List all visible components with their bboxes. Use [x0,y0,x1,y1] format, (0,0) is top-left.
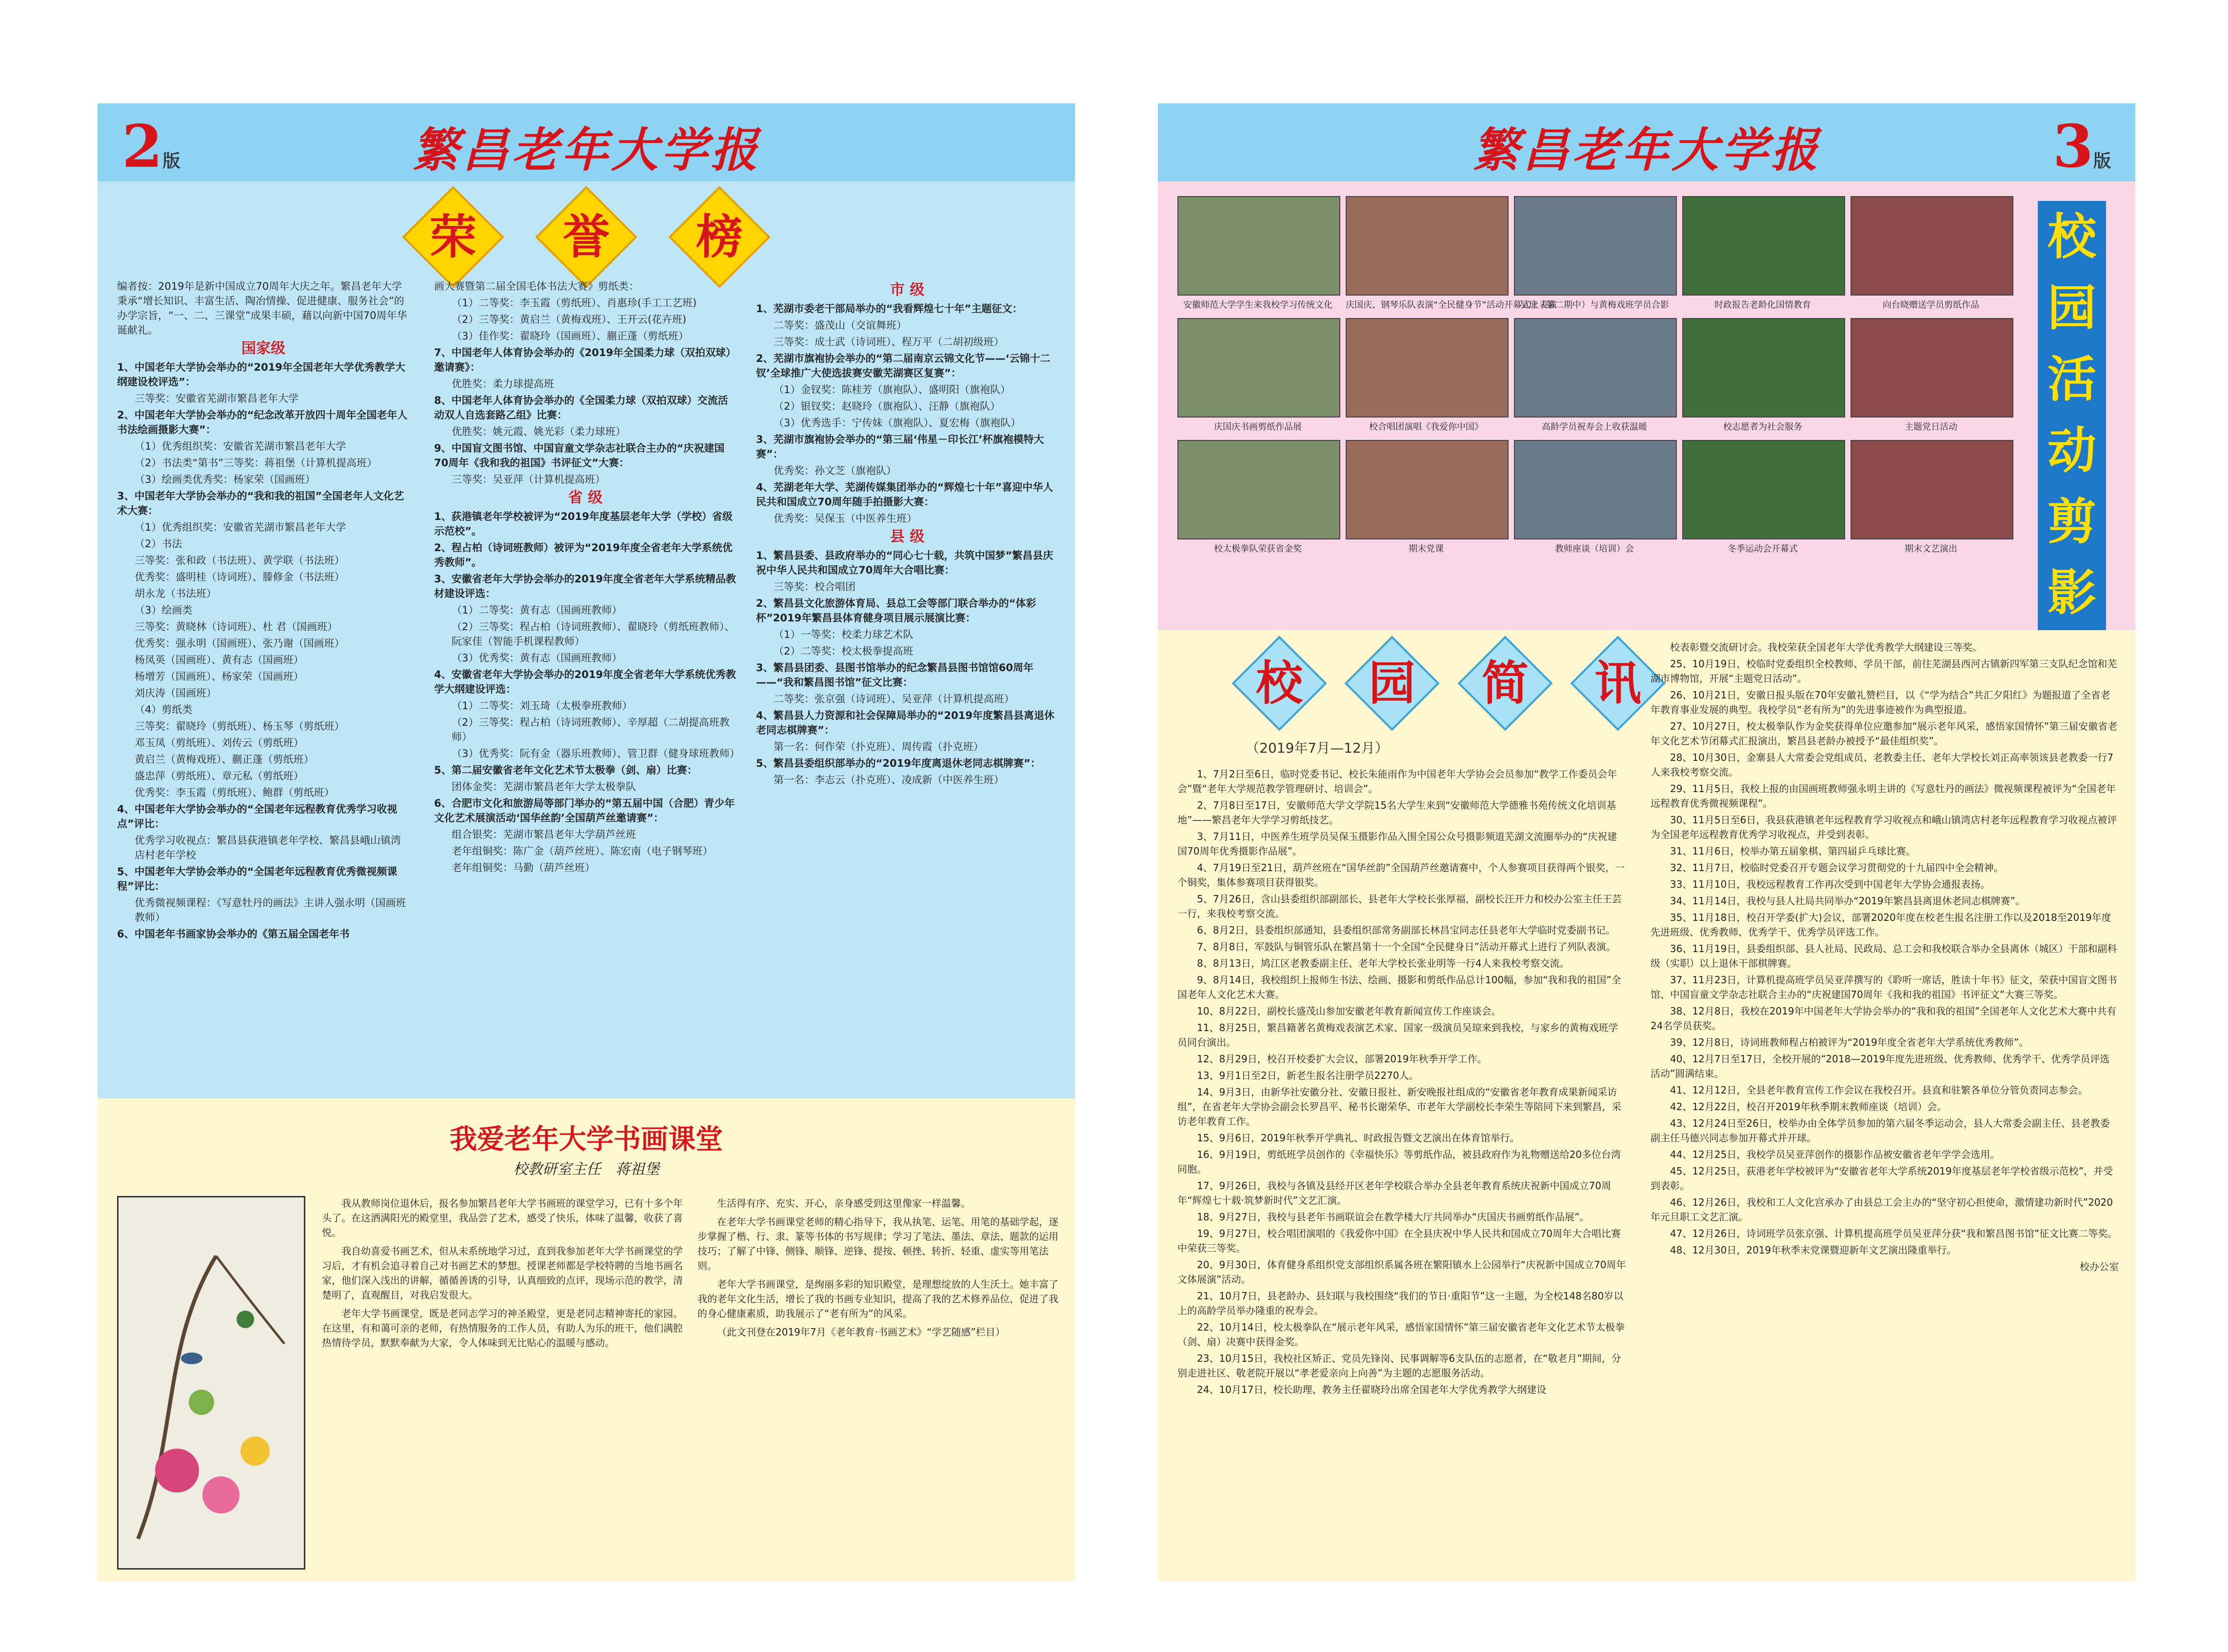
paragraph: 31、11月6日，校举办第五届象棋、第四届乒乓球比赛。 [1670,845,1916,857]
paragraph: （2）三等奖：程占柏（诗词班教师）、辛厚超（二胡提高班教师） [452,717,730,743]
vertical-title-char: 校 [2048,208,2096,265]
photo-item [1850,318,2011,437]
paragraph: 校表彰暨交流研讨会。我校荣获全国老年大学优秀教学大纲建设三等奖。 [1670,641,1982,653]
photo-image [1177,440,1340,539]
paragraph: 优秀学习收视点：繁昌县荻港镇老年学校、繁昌县峨山镇湾店村老年学校 [135,835,401,861]
paragraph: 4、繁昌县人力资源和社会保障局举办的“2019年度繁昌县离退休老同志棋牌赛”： [756,710,1054,736]
paragraph: 28、10月30日，金寨县人大常委会党组成员、老教委主任、老年大学校长刘正高率领该县老教委一行7人来我校考察交流。 [1651,752,2114,778]
paragraph: 第一名：李志云（扑克班）、凌成新（中医养生班） [774,774,1004,786]
paragraph: （1）优秀组织奖：安徽省芜湖市繁昌老年大学 [135,440,346,452]
paragraph: 团体金奖：芜湖市繁昌老年大学太极拳队 [452,781,636,793]
paragraph: 黄启兰（黄梅戏班）、蒯正蓬（剪纸班） [135,754,314,765]
paragraph: 9、中国盲文图书馆、中国盲童文学杂志社联合主办的“庆祝建国70周年《我和我的祖国》书评征文”大赛： [434,442,725,469]
paragraph: 1、荻港镇老年学校被评为“2019年度基层老年大学（学校）省级示范校”。 [434,511,733,537]
paragraph: （3）优秀选手：宁传妹（旗袍队）、夏宏梅（旗袍队） [774,417,1021,429]
photo-item [1177,196,1338,315]
essay-byline: 校教研室主任 蒋祖堡 [513,1161,659,1178]
paragraph: 4、7月19日至21日，葫芦丝班在“国华丝韵”全国葫芦丝邀请赛中，个人参赛项目获得两个银奖，一个铜奖，集体参赛项目获得银奖。 [1177,862,1625,888]
paragraph: 2、芜湖市旗袍协会举办的“第二届南京云锦文化节——‘云锦十二钗’全球推广大使选拔赛安徽芜湖赛区复赛”： [756,353,1051,379]
page-3 [1158,103,2135,1581]
paragraph: 二等奖：盛茂山（交谊舞班） [774,319,907,331]
paragraph: （2）三等奖：程占柏（诗词班教师）、翟晓玲（剪纸班教师）、阮家佳（智能手机课程教师） [452,621,735,647]
paragraph: 三等奖：黄晓林（诗词班）、杜 君（国画班） [135,621,338,633]
paragraph: 4、芜湖老年大学、芜湖传媒集团举办的“辉煌七十年”喜迎中华人民共和国成立70周年随手拍摄影大赛： [756,481,1054,508]
paragraph: 32、11月7日，校临时党委召开专题会议学习贯彻党的十九届四中全会精神。 [1670,862,2004,874]
photo-image [1850,318,2013,418]
paragraph: 24、10月17日，校长助理、教务主任翟晓玲出席全国老年大学优秀教学大纲建设 [1197,1384,1547,1395]
photo-image [1850,196,2013,296]
photo-section-title [2038,201,2106,630]
photo-caption: 校合唱团演唱《我爱你中国》 [1369,422,1483,432]
paragraph: （1）二等奖：黄有志（国画班教师） [452,604,622,616]
section-heading: 市 级 [890,281,925,299]
paragraph: 组合银奖：芜湖市繁昌老年大学葫芦丝班 [452,829,636,840]
photo-item [1682,440,1843,559]
masthead [1158,103,2135,181]
honor-char: 誉 [535,186,637,288]
section-heading: 国家级 [241,340,285,357]
essay-title: 我爱老年大学书画课堂 [450,1123,723,1155]
page-2 [98,103,1075,1581]
paragraph: 17、9月26日，我校与各镇及县经开区老年学校联合举办全县老年教育系统庆祝新中国成立70周年“辉煌七十载·筑梦新时代”文艺汇演。 [1177,1180,1611,1206]
photo-image [1177,318,1340,418]
paragraph: 1、芜湖市委老干部局举办的“我看辉煌七十年”主题征文： [756,303,1023,315]
honor-column-2 [434,279,740,877]
paragraph: 3、中国老年大学协会举办的“我和我的祖国”全国老年人文化艺术大赛： [117,490,404,517]
paragraph: 3、繁昌县团委、县图书馆举办的纪念繁昌县图书馆馆60周年——“我和繁昌图书馆”征文比赛： [756,662,1034,688]
photo-caption: 吴琼（第二期中）与黄梅戏班学员合影 [1520,300,1669,310]
photo-image [1514,318,1677,418]
paragraph: 42、12月22日，校召开2019年秋季期末教师座谈（培训）会。 [1670,1101,1947,1113]
paragraph: 3、7月11日，中医养生班学员吴保玉摄影作品入围全国公众号摄影频道芜湖文流圈举办的“庆祝建国70周年优秀摄影作品展”。 [1177,831,1617,857]
paragraph: 5、中国老年大学协会举办的“全国老年远程教育优秀微视频课程”评比： [117,866,398,892]
paragraph: 三等奖：安徽省芜湖市繁昌老年大学 [135,393,298,404]
photo-caption: 主题党日活动 [1905,422,1957,432]
paragraph: 我从教师岗位退休后，报名参加繁昌老年大学书画班的课堂学习，已有十多个年头了。在这洒满阳光的殿堂里，我品尝了艺术，感受了快乐，体味了温馨，收获了喜悦。 [322,1197,683,1238]
signature: 校办公室 [2080,1261,2119,1273]
edition-number: 2版 [122,112,180,181]
paragraph: 37、11月23日，计算机提高班学员吴亚萍撰写的《聆听一席话，胜读十年书》征文，荣获中国盲文图书馆、中国盲童文学杂志社联合主办的“庆祝建国70周年《我和我的祖国》书评征文”大赛三等奖。 [1651,974,2117,1000]
paragraph: （2）银钗奖：赵晓玲（旗袍队）、汪静（旗袍队） [774,400,1000,412]
photo-caption: 庆国庆书画剪纸作品展 [1214,422,1302,432]
photo-image [1514,440,1677,539]
photo-caption: 安徽师范大学学生来我校学习传统文化 [1183,300,1333,310]
paragraph: 12、8月29日，校召开校委扩大会议，部署2019年秋季开学工作。 [1197,1053,1487,1065]
paragraph: 30、11月5日至6日，我县荻港镇老年远程教育学习收视点和峨山镇湾店村老年远程教育学习收视点被评为全国老年远程教育优秀学习收视点，并受到表彰。 [1651,814,2117,840]
vertical-title-char: 园 [2048,279,2096,337]
paragraph: 20、9月30日，体育健身系组织党支部组织系属各班在繁阳镇水上公园举行“庆祝新中国成立70周年文体展演”活动。 [1177,1259,1626,1285]
paper-name: 繁昌老年大学报 [412,122,760,178]
paragraph: （3）优秀奖：阮有金（器乐班教师）、管卫群（健身球班教师） [452,748,740,759]
photo-image [1682,318,1845,418]
photo-item [1514,318,1675,437]
paragraph: 1、7月2日至6日，临时党委书记、校长朱能雨作为中国老年大学协会会员参加“教学工作委员会年会”暨“老年大学规范教学管理研讨、培训会”。 [1177,768,1617,795]
vertical-title-char: 动 [2048,421,2096,479]
paragraph: （1）二等奖：刘玉琦（太极拳班教师） [452,700,633,712]
photo-caption: 冬季运动会开幕式 [1728,544,1798,554]
paragraph: 5、第二届安徽省老年文化艺术节太极拳（剑、扇）比赛： [434,764,697,776]
photo-item [1682,318,1843,437]
paragraph: （2）书法 [135,538,182,550]
paragraph: （3）优秀奖：黄有志（国画班教师） [452,652,622,664]
paragraph: 盛忠萍（剪纸班）、章元私（剪纸班） [135,770,304,782]
paragraph: （3）佳作奖：翟晓玲（国画班）、蒯正蓬（剪纸班） [452,330,689,342]
paragraph: 画大赛暨第二届全国毛体书法大赛》剪纸类： [434,280,639,292]
paragraph: 优秀奖：孙文芝（旗袍队） [774,465,896,477]
paragraph: 优秀奖：吴保玉（中医养生班） [774,513,917,524]
paragraph: 编者按：2019年是新中国成立70周年大庆之年。繁昌老年大学秉承“增长知识、丰富生活、陶冶情操、促进健康、服务社会”的办学宗旨，“一、二、三课堂”成果丰硕，藉以向新中国70周年华诞献礼。 [117,280,407,336]
honor-column-1 [117,279,410,943]
essay-column-1 [322,1196,683,1354]
paragraph: 3、安徽省老年大学协会举办的2019年度全省老年大学系统精品教材建设评选： [434,573,736,599]
paragraph: 三等奖：校合唱团 [774,581,855,593]
paragraph: 46、12月26日，我校和工人文化宫承办了由县总工会主办的“坚守初心担使命，激情建功新时代”2020年元旦职工文艺汇演。 [1651,1196,2113,1223]
paragraph: 22、10月14日，校太极拳队在“展示老年风采，感悟家国情怀”第三届安徽省老年文化艺术节太极拳（剑、扇）决赛中获得金奖。 [1177,1321,1625,1348]
photo-item [1177,440,1338,559]
photo-item [1850,440,2011,559]
photo-image [1850,440,2013,539]
paragraph: 优秀微视频课程：《写意牡丹的画法》主讲人强永明（国画班教师） [135,897,406,923]
paragraph: 二等奖：张京强（诗词班）、吴亚萍（计算机提高班） [774,693,1015,705]
photo-image [1682,440,1845,539]
paragraph: （2）三等奖：黄启兰（黄梅戏班）、王开云(花卉班) [452,314,687,325]
paragraph: 48、12月30日，2019年秋季末党课暨迎新年文艺演出隆重举行。 [1670,1244,1957,1256]
photo-caption: 向台晓赠送学员剪纸作品 [1883,300,1979,310]
photo-image [1346,196,1509,296]
paragraph: （4）剪纸类 [135,704,193,716]
paragraph: 14、9月3日，由新华社安徽分社、安徽日报社、新安晚报社组成的“安徽省老年教育成果新闻采访组”，在省老年大学协会副会长罗昌平、秘书长谢荣华、市老年大学副校长李荣生等陪同下来到繁昌，采访老年教育工作。 [1177,1086,1622,1127]
paragraph: 优秀奖：强永明（国画班）、张乃谢（国画班） [135,637,345,649]
paragraph: （3）绘画类 [135,604,193,616]
paragraph: 优秀奖：盛明桂（诗词班）、滕修金（书法班） [135,571,345,583]
paragraph: 6、合肥市文化和旅游局等部门举办的“第五届中国（合肥）青少年文化艺术展演活动‘国华丝韵’全国葫芦丝邀请赛”： [434,797,735,824]
paragraph: 5、7月26日，含山县委组织部副部长、县老年大学校长张厚福，副校长汪开力和校办公室主任王芸一行，来我校考察交流。 [1177,893,1622,919]
paragraph: 2、程占柏（诗词班教师）被评为“2019年度全省老年大学系统优秀教师”。 [434,542,733,568]
paper-name: 繁昌老年大学报 [1472,122,1821,178]
photo-item [1850,196,2011,315]
paragraph: 18、9月27日，我校与县老年书画联谊会在教学楼大厅共同举办“庆国庆书画剪纸作品展”。 [1197,1211,1590,1223]
photo-caption: 校志愿者为社会服务 [1723,422,1802,432]
paragraph: 19、9月27日，校合唱团演唱的《我爱你中国》在全县庆祝中华人民共和国成立70周年大合唱比赛中荣获三等奖。 [1177,1228,1621,1254]
paragraph: 35、11月18日，校召开学委(扩大)会议，部署2020年度在校老生报名注册工作以及2018至2019年度先进班级、优秀教师、优秀学干、优秀学员评选工作。 [1651,912,2111,938]
photo-item [1346,318,1507,437]
paragraph: 三等奖：吴亚萍（计算机提高班） [452,474,605,485]
photo-caption: 庆国庆、钢琴乐队表演“全民健身节”活动开幕式上表演 [1346,300,1557,310]
news-date: （2019年7月—12月） [1246,740,1389,756]
photo-item [1514,196,1675,315]
paragraph: 三等奖：张和政（书法班）、黄学联（书法班） [135,555,345,566]
paragraph: 10、8月22日，副校长盛茂山参加安徽老年教育新闻宣传工作座谈会。 [1197,1005,1501,1017]
photo-image [1514,196,1677,296]
news-char: 简 [1457,636,1552,731]
paragraph: 三等奖：成士武（诗词班）、程万平（二胡初级班） [774,336,1004,348]
section-heading: 县 级 [890,528,925,545]
paragraph: 40、12月7日至17日，全校开展的“2018—2019年度先进班级、优秀教师、优秀学干、优秀学员评选活动”圆满结束。 [1651,1053,2110,1079]
paragraph: 4、中国老年大学协会举办的“全国老年远程教育优秀学习收视点”评比： [117,803,398,830]
paragraph: 杨凤英（国画班）、黄有志（国画班） [135,654,304,666]
photo-item [1346,440,1507,559]
paragraph: 2、7月8日至17日，安徽师范大学文学院15名大学生来到“安徽师范大学德雅书苑传统文化培训基地”——繁昌老年大学学习剪纸技艺。 [1177,799,1616,826]
photo-item [1346,196,1557,315]
photo-image [1346,318,1509,418]
paragraph: 杨增芳（国画班）、杨家荣（国画班） [135,671,304,682]
paragraph: 7、中国老年人体育协会举办的《2019年全国柔力球（双拍双球）邀请赛》： [434,347,736,373]
photo-item [1514,440,1675,559]
paragraph: 47、12月26日，诗词班学员张京强、计算机提高班学员吴亚萍分获“我和繁昌图书馆”征文比赛二等奖。 [1670,1228,2118,1239]
paragraph: （此文刊登在2019年7月《老年教育·书画艺术》“学艺随感”栏目） [717,1326,1005,1338]
paragraph: 39、12月8日，诗词班教师程占柏被评为“2019年度全省老年大学系统优秀教师”。 [1670,1036,2029,1048]
photo-image [1177,196,1340,296]
masthead [98,103,1075,181]
photo-image [1682,196,1845,296]
paragraph: （3）绘画类优秀奖：杨家荣（国画班） [135,474,316,485]
paragraph: 4、安徽省老年大学协会举办的2019年度全省老年大学系统优秀教学大纲建设评选： [434,669,736,695]
news-char: 讯 [1571,636,1666,731]
paragraph: 9、8月14日，我校组织上报师生书法、绘画、摄影和剪纸作品总计100幅，参加“我和我的祖国”全国老年人文化艺术大赛。 [1177,974,1621,1000]
paragraph: 43、12月24日至26日，校举办由全体学员参加的第六届冬季运动会，县人大常委会副主任、县老教委副主任马德兴同志参加开幕式并开球。 [1651,1117,2110,1144]
news-title [1231,650,1666,717]
paragraph: 11、8月25日，繁昌籍著名黄梅戏表演艺术家、国家一级演员吴琼来到我校，与家乡的黄梅戏班学员同台演出。 [1177,1022,1618,1048]
paragraph: 老年组铜奖：陈广金（葫芦丝班）、陈宏南（电子钢琴班） [452,845,713,857]
paragraph: 邓玉凤（剪纸班）、刘传云（剪纸班） [135,737,304,749]
paragraph: 34、11月14日，我校与县人社局共同举办“2019年繁昌县离退休老同志棋牌赛”。 [1670,895,2025,907]
paragraph: 优胜奖：柔力球提高班 [452,378,554,390]
paragraph: 26、10月21日，安徽日报头版在70年安徽礼赞栏目，以《“学为结合”共汇夕阳红》为题报道了全省老年教育事业发展的典型。我校学员“老有所为”的先进事迹被作为典型报道。 [1651,689,2110,716]
paragraph: 15、9月6日，2019年秋季开学典礼、时政报告暨文艺演出在体育馆举行。 [1197,1132,1520,1144]
paragraph: 38、12月8日，我校在2019年中国老年大学协会举办的“我和我的祖国”全国老年人文化艺术大赛中共有24名学员获奖。 [1651,1005,2117,1032]
paragraph: 优胜奖：姚元霞、姚光彩（柔力球班） [452,426,626,438]
paragraph: （1）金钗奖：陈桂芳（旗袍队）、盛明阳（旗袍队） [774,384,1011,396]
paragraph: 41、12月12日，全县老年教育宣传工作会议在我校召开。县直和驻繁各单位分管负责同志参会。 [1670,1084,2088,1096]
section-heading: 省 级 [568,489,603,506]
paragraph: 胡永龙（书法班） [135,588,217,599]
paragraph: 2、繁昌县文化旅游体育局、县总工会等部门联合举办的“体彩杯”2019年繁昌县体育健身项目展示展演比赛： [756,597,1036,624]
paragraph: 36、11月19日，县委组织部、县人社局、民政局、总工会和我校联合举办全县离休（城区）干部和副科级（实职）以上退休干部棋牌赛。 [1651,943,2117,969]
photo-caption: 时政报告老龄化国情教育 [1714,300,1811,310]
news-column-2 [1651,640,2119,1276]
photo-caption: 校太极拳队荣获省金奖 [1214,544,1302,554]
honor-title [98,201,1075,273]
paragraph: 我自幼喜爱书画艺术，但从未系统地学习过，直到我参加老年大学书画课堂的学习后，才有机会追寻着自己对书画艺术的梦想。授课老师都是学校特聘的当地书画名家，他们深入浅出的讲解，循循善诱的引导，认真细致的点评，现场示范的教学，清楚明了，直观醒目，对我启发很大。 [322,1245,683,1301]
paragraph: 25、10月19日，校临时党委组织全校教师、学员干部，前往芜湖县西河古镇新四军第三支队纪念馆和芜湖市博物馆，开展“主题党日活动”。 [1651,658,2117,684]
paragraph: （2）二等奖：校太极拳提高班 [774,645,914,657]
paragraph: 生活得有序、充实、开心，亲身感受到这里像家一样温馨。 [717,1197,971,1209]
paragraph: （1）一等奖：校柔力球艺术队 [774,629,914,640]
photo-item [1682,196,1843,315]
paragraph: 8、8月13日，鸠江区老教委副主任、老年大学校长张业明等一行4人来我校考察交流。 [1197,957,1570,969]
paragraph: 8、中国老年人体育协会举办的《全国柔力球（双拍双球）交流活动双人自选套路乙组》比赛： [434,395,728,421]
paragraph: 44、12月25日，我校学员吴亚萍创作的摄影作品被安徽省老年学学会选用。 [1670,1149,2000,1160]
paragraph: 刘庆涛（国画班） [135,687,217,699]
vertical-title-char: 活 [2048,350,2096,408]
paragraph: 16、9月19日，剪纸班学员创作的《幸福快乐》等剪纸作品，被县政府作为礼物赠送给20多位台湾同胞。 [1177,1149,1621,1175]
news-char: 校 [1232,636,1327,731]
honor-char: 荣 [402,186,504,288]
paragraph: 29、11月5日，我校上报的由国画班教师强永明主讲的《写意牡丹的画法》微视频课程被评为“全国老年远程教育优秀微视频课程”。 [1651,783,2116,809]
paragraph: （2）书法类“第书”三等奖：蒋祖堡（计算机提高班） [135,457,378,469]
paragraph: 老年大学书画课堂，是绚丽多彩的知识殿堂，是理想绽放的人生沃土。她丰富了我的老年文化生活，增长了我的书画专业知识，提高了我的艺术修养品位，促进了我的身心健康素质，助我展示了“老有所为”的风采。 [697,1278,1058,1319]
paragraph: 6、中国老年书画家协会举办的《第五届全国老年书 [117,928,350,940]
edition-number: 3版 [2052,112,2111,181]
photo-item [1177,318,1338,437]
photo-image [1346,440,1509,539]
news-char: 园 [1345,636,1440,731]
photo-caption: 期末党课 [1409,544,1444,554]
honor-char: 榜 [668,186,770,288]
photo-caption: 期末文艺演出 [1905,544,1957,554]
paragraph: 2、中国老年大学协会举办的“纪念改革开放四十周年全国老年人书法绘画摄影大赛”： [117,409,408,436]
news-column-1 [1177,767,1626,1399]
essay-column-2 [697,1196,1058,1343]
vertical-title-char: 影 [2048,564,2096,621]
paragraph: 老年大学书画课堂，既是老同志学习的神圣殿堂，更是老同志精神寄托的家园。在这里，有和蔼可亲的老师，有热情服务的工作人员，有助人为乐的班干，他们满腔热情待学员，默默奉献为大家，令人体味到无比贴心的温暖与感动。 [322,1308,683,1349]
paragraph: 1、繁昌县委、县政府举办的“同心七十载，共筑中国梦”繁昌县庆祝中华人民共和国成立70周年大合唱比赛： [756,550,1054,576]
paragraph: 优秀奖：李玉霞（剪纸班）、鲍群（剪纸班） [135,787,335,798]
paragraph: 23、10月15日，我校社区矫正、党员先锋岗、民事调解等6支队伍的志愿者，在“敬老月”期间，分别走进社区、敬老院开展以“孝老爱亲向上向善”为主题的志愿服务活动。 [1177,1353,1621,1379]
vertical-title-char: 剪 [2048,493,2096,550]
paragraph: 6、8月2日，县委组织部通知，县委组织部常务副部长林昌宝同志任县老年大学临时党委副书记。 [1197,924,1616,936]
paragraph: 老年组铜奖：马勤（葫芦丝班） [452,862,595,874]
paragraph: 在老年大学书画课堂老师的精心指导下，我从执笔、运笔、用笔的基础学起，逐步掌握了楷、行、隶、篆等书体的书写规律；学习了笔法、墨法、章法、题款的运用技巧；了解了中锋、侧锋、顺锋、逆锋、提按、顿挫、转折、轻重、虚实等用笔法则。 [697,1216,1058,1272]
bird-flower-painting [117,1196,305,1570]
paragraph: 5、繁昌县委组织部举办的“2019年度离退休老同志棋牌赛”： [756,757,1041,769]
photo-caption: 高龄学员祝寿会上收获温暖 [1542,422,1647,432]
paragraph: 3、芜湖市旗袍协会举办的“第三届‘伟星－印长江’杯旗袍模特大赛”： [756,434,1044,460]
paragraph: 7、8月8日，军鼓队与铜管乐队在繁昌第十一个全国“全民健身日”活动开幕式上进行了列队表演。 [1197,941,1616,953]
photo-caption: 教师座谈（培训）会 [1555,544,1634,554]
paragraph: 13、9月1日至2日，新老生报名注册学员2270人。 [1197,1070,1419,1081]
paragraph: 第一名：何作荣（扑克班）、周传霞（扑克班） [774,741,984,753]
honor-column-3 [756,279,1058,789]
paragraph: 21、10月7日，县老龄办、县妇联与我校围绕“我们的节日·重阳节”这一主题，为全校148名80岁以上的高龄学员举办隆重的祝寿会。 [1177,1290,1624,1316]
paragraph: （1）二等奖：李玉霞（剪纸班）、肖惠珍(手工工艺班) [452,297,697,309]
paragraph: 三等奖：翟晓玲（剪纸班）、杨玉琴（剪纸班） [135,720,345,732]
paragraph: （1）优秀组织奖：安徽省芜湖市繁昌老年大学 [135,521,346,533]
paragraph: 27、10月27日，校太极拳队作为金奖获得单位应邀参加“展示老年风采，感悟家国情怀”第三届安徽省老年文化艺术节闭幕式汇报演出，繁昌县老龄办被授予“最佳组织奖”。 [1651,720,2118,747]
paragraph: 33、11月10日，我校远程教育工作再次受到中国老年大学协会通报表扬。 [1670,878,1990,890]
paragraph: 1、中国老年大学协会举办的“2019年全国老年大学优秀教学大纲建设校评选”： [117,361,405,388]
paragraph: 45、12月25日，荻港老年学校被评为“安徽省老年大学系统2019年度基层老年学校省级示范校”，并受到表彰。 [1651,1165,2113,1192]
